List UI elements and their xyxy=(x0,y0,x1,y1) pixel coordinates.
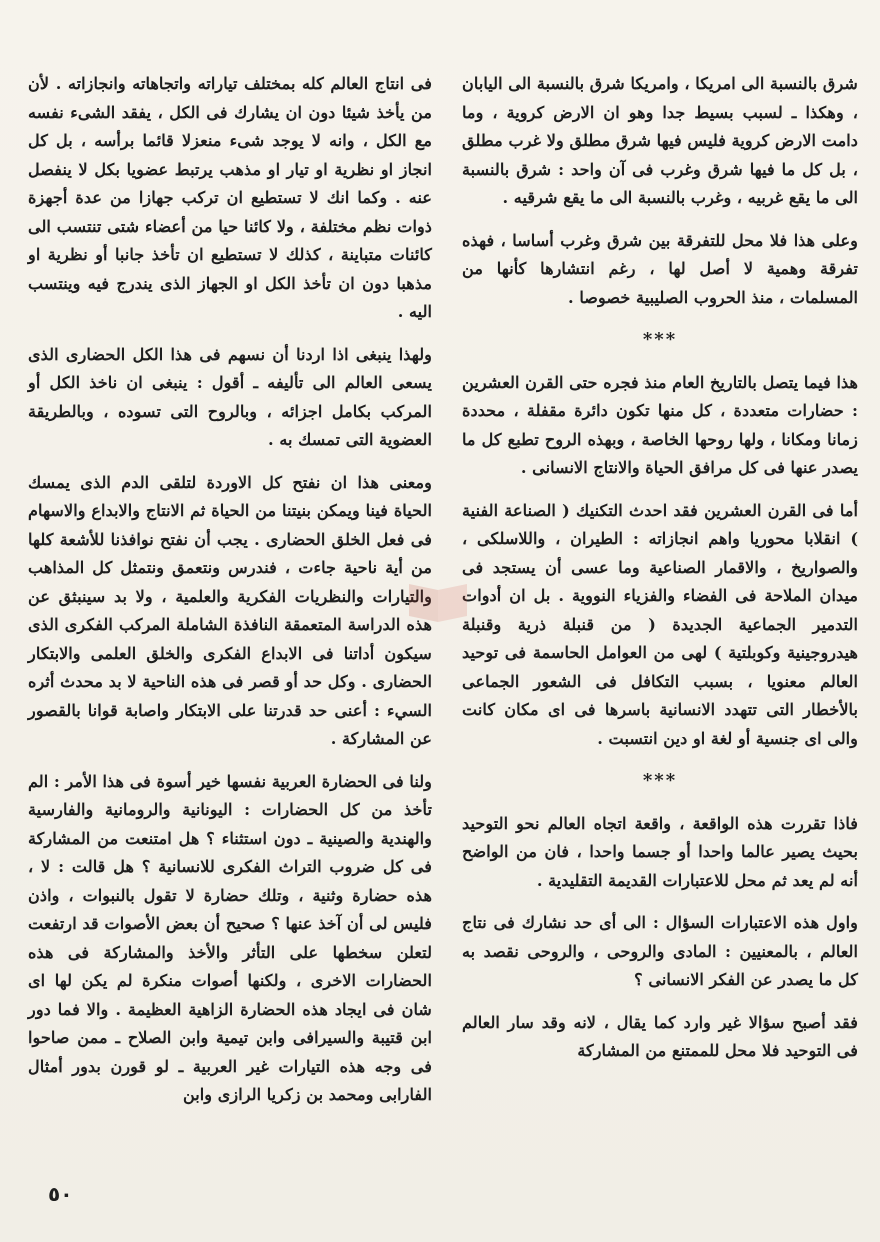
paragraph: فاذا تقررت هذه الواقعة ، واقعة اتجاه العالم نحو التوحيد بحيث يصير عالما واحدا أو جسما واحدا ، فان من الواضح أنه لم يعد ثم محل للاعتبارات القديمة التقليدية . xyxy=(462,813,858,890)
paragraph: هذا فيما يتصل بالتاريخ العام منذ فجره حتى القرن العشرين : حضارات متعددة ، كل منها تكون دائرة مقفلة ، محددة زمانا ومكانا ، ولها روحها الخاصة ، وبهذه الروح تطبع كل ما يصدر عنها فى كل مرافق الحياة والانتاج الانسانى . xyxy=(462,372,858,477)
left-column xyxy=(28,70,432,1124)
right-column xyxy=(462,70,858,1080)
paragraph: ومعنى هذا ان نفتح كل الاوردة لتلقى الدم الذى يمسك الحياة فينا ويمكن بنيتنا من الحياة ثم الانتاج والابداع والاسهام فى فعل الخلق الحضارى . يجب أن نفتح نوافذنا للأشعة كلها من أية ناحية جاءت ، فندرس ونتعمق ونتمثل كل المذاهب والتيارات والنظريات الفكرية والعلمية ، ولا بد سينبثق عن هذه الدراسة المتعمقة النافذة الشاملة المركب الفكرى الذى سيكون أداتنا فى الابداع الفكرى والخلق العلمى والابتكار الحضارى . وكل حد أو قصر فى هذه الناحية لا بد محدث أثره السيء : أعنى حد قدرتنا على الابتكار واصابة قوانا بالقصور عن المشاركة . xyxy=(28,472,432,748)
paragraph: ولنا فى الحضارة العربية نفسها خير أسوة فى هذا الأمر : الم تأخذ من كل الحضارات : اليونانية والرومانية والفارسية والهندية والصينية ـ دون استثناء ؟ هل امتنعت من المشاركة فى كل ضروب التراث الفكرى للانسانية ؟ هل قالت : لا ، هذه حضارة وثنية ، وتلك حضارة لا تقول بالنبوات ، واذن فليس لى أن آخذ عنها ؟ صحيح أن بعض الأصوات قد ارتفعت لتعلن سخطها على التأثر والأخذ والمشاركة فى هذه الحضارات الاخرى ، ولكنها أصوات منكرة لم يكن لها اى شان فى ايجاد هذه الحضارة الزاهية العظيمة . والا فما دور ابن قتيبة والسيرافى وابن تيمية وابن الصلاح ـ ممن صاحوا فى وجه هذه التيارات غير العربية ـ لو قورن بدور أمثال الفارابى ومحمد بن زكريا الرازى وابن xyxy=(28,771,432,1104)
paragraph: شرق بالنسبة الى امريكا ، وامريكا شرق بالنسبة الى اليابان ، وهكذا ـ لسبب بسيط جدا وهو ان الارض كروية ، وما دامت الارض كروية فليس فيها شرق مطلق ولا غرب مطلق ، بل كل ما فيها شرق وغرب فى آن واحد : شرق بالنسبة الى ما يقع غربيه ، وغرب بالنسبة الى ما يقع شرقيه . xyxy=(462,74,858,207)
section-divider: *** xyxy=(642,329,678,350)
paragraph: فقد أصبح سؤالا غير وارد كما يقال ، لانه وقد سار العالم فى التوحيد فلا محل للممتنع من المشاركة xyxy=(462,1012,858,1060)
paragraph: ولهذا ينبغى اذا اردنا أن نسهم فى هذا الكل الحضارى الذى يسعى العالم الى تأليفه ـ أقول : ينبغى ان ناخذ الكل أو المركب بكامل اجزائه ، وبالروح التى تسوده ، وبالطريقة العضوية التى تمسك به . xyxy=(28,344,432,449)
paragraph: واول هذه الاعتبارات السؤال : الى أى حد نشارك فى نتاج العالم ، بالمعنيين : المادى والروحى ، والروحى نقصد به كل ما يصدر عن الفكر الانسانى ؟ xyxy=(462,913,858,989)
paragraph: وعلى هذا فلا محل للتفرقة بين شرق وغرب أساسا ، فهذه تفرقة وهمية لا أصل لها ، رغم انتشارها كأنها من المسلمات ، منذ الحروب الصليبية خصوصا . xyxy=(462,230,858,307)
section-divider: *** xyxy=(642,770,678,791)
page-number: ٥٠ xyxy=(48,1182,73,1206)
paragraph: فى انتاج العالم كله بمختلف تياراته واتجاهاته وانجازاته . لأن من يأخذ شيئا دون ان يشارك فى الكل ، يفقد الشىء نفسه مع الكل ، وانه لا يوجد شىء منعزلا قائما برأسه ، بل كل انجاز او نظرية او تيار او مذهب يرتبط عضويا بكل لا ينفصل عنه . وكما انك لا تستطيع ان تركب جهازا من عدة أجهزة ذوات نظم مختلفة ، ولا كائنا حيا من أعضاء شتى تنتسب الى كائنات متباينة ، كذلك لا تستطيع ان تأخذ جانبا أو نظرية او مذهبا دون ان تأخذ الكل او الجهاز الذى يندرج فيه وينتسب اليه . xyxy=(28,74,432,321)
paragraph: أما فى القرن العشرين فقد احدث التكنيك ( الصناعة الفنية ) انقلابا محوريا واهم انجازاته : الطيران ، واللاسلكى ، والصواريخ ، والاقمار الصناعية وما عسى أن يستجد فى ميدان الملاحة فى الفضاء والفزياء النووية . بل ان أدوات التدمير الجماعية الجديدة ( من قنبلة ذرية وقنبلة هيدروجينية وكوبلتية ) لهى من العوامل الحاسمة فى توحيد العالم معنويا ، بسبب التكافل فى الشعور الجماعى بالأخطار التى تتهدد الانسانية باسرها فى اى مكان كانت والى اى جنسية أو لغة او دين انتسبت . xyxy=(462,500,858,748)
